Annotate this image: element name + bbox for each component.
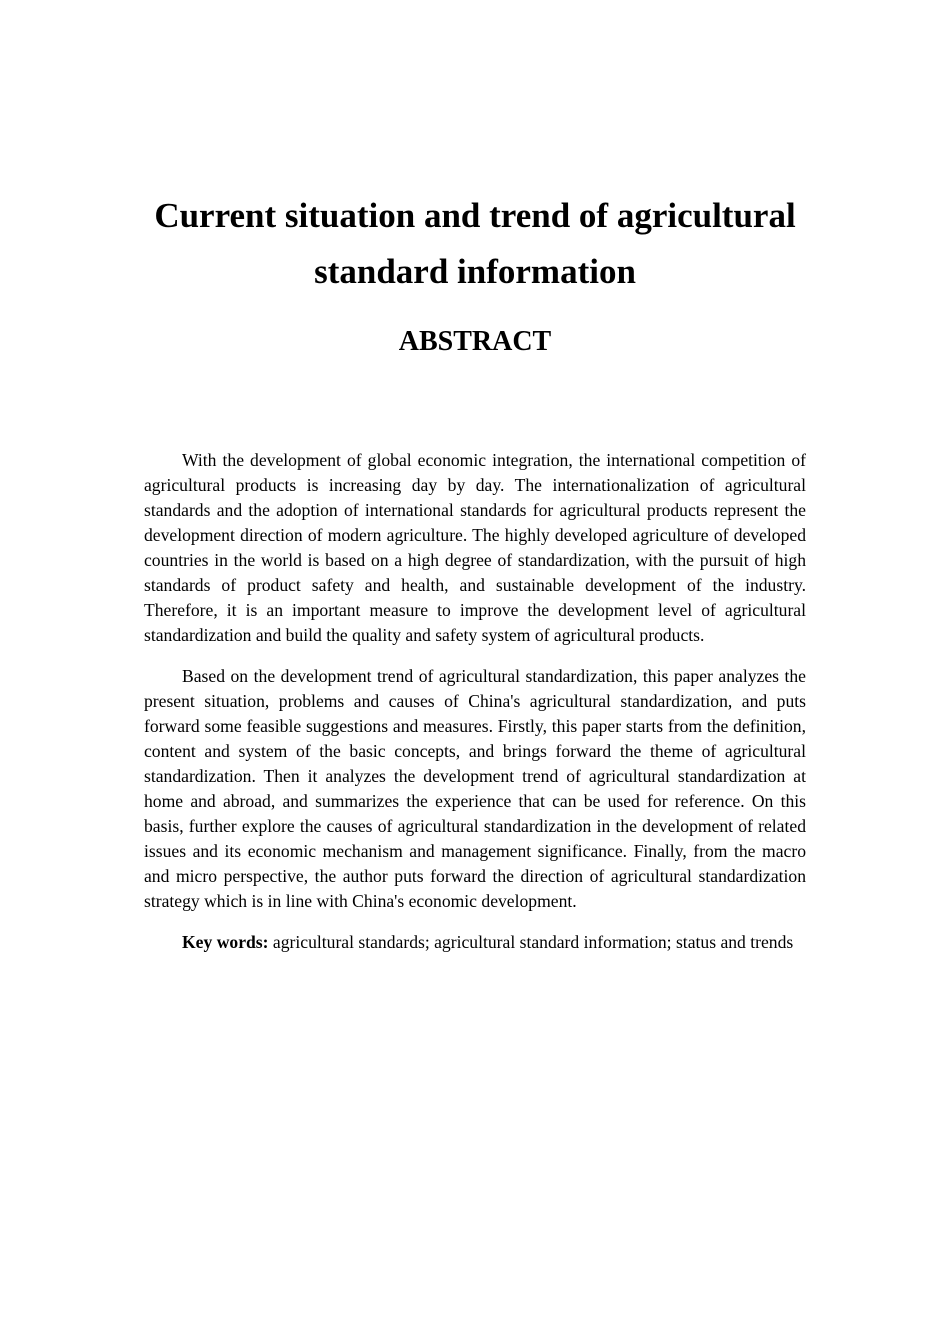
abstract-paragraph-1: With the development of global economic integration, the international competition of agricultural products is increasing day by day. The internationalization of agricultural standards and the adoption of international standards for agricultural products represent the development direction of modern agriculture. The highly developed agriculture of developed countries in the world is based on a high degree of standardization, with the pursuit of high standards of product safety and health, and sustainable development of the industry. Therefore, it is an important measure to improve the development level of agricultural standardization and build the quality and safety system of agricultural products. xyxy=(144,450,806,645)
document-title: Current situation and trend of agricultural standard information xyxy=(154,196,796,291)
abstract-body xyxy=(144,448,806,971)
abstract-heading: ABSTRACT xyxy=(398,326,552,357)
abstract-paragraph-2: Based on the development trend of agricultural standardization, this paper analyzes the present situation, problems and causes of China's agricultural standardization, and puts forward some feasible suggestions and measures. Firstly, this paper starts from the definition, content and system of the basic concepts, and brings forward the theme of agricultural standardization. Then it analyzes the development trend of agricultural standardization at home and abroad, and summarizes the experience that can be used for reference. On this basis, further explore the causes of agricultural standardization in the development of related issues and its economic mechanism and management significance. Finally, from the macro and micro perspective, the author puts forward the direction of agricultural standardization strategy which is in line with China's economic development. xyxy=(144,666,806,911)
keywords-label: Key words: xyxy=(182,932,269,952)
keywords-text: agricultural standards; agricultural standard information; status and trends xyxy=(272,932,794,952)
keywords-line xyxy=(144,930,806,955)
